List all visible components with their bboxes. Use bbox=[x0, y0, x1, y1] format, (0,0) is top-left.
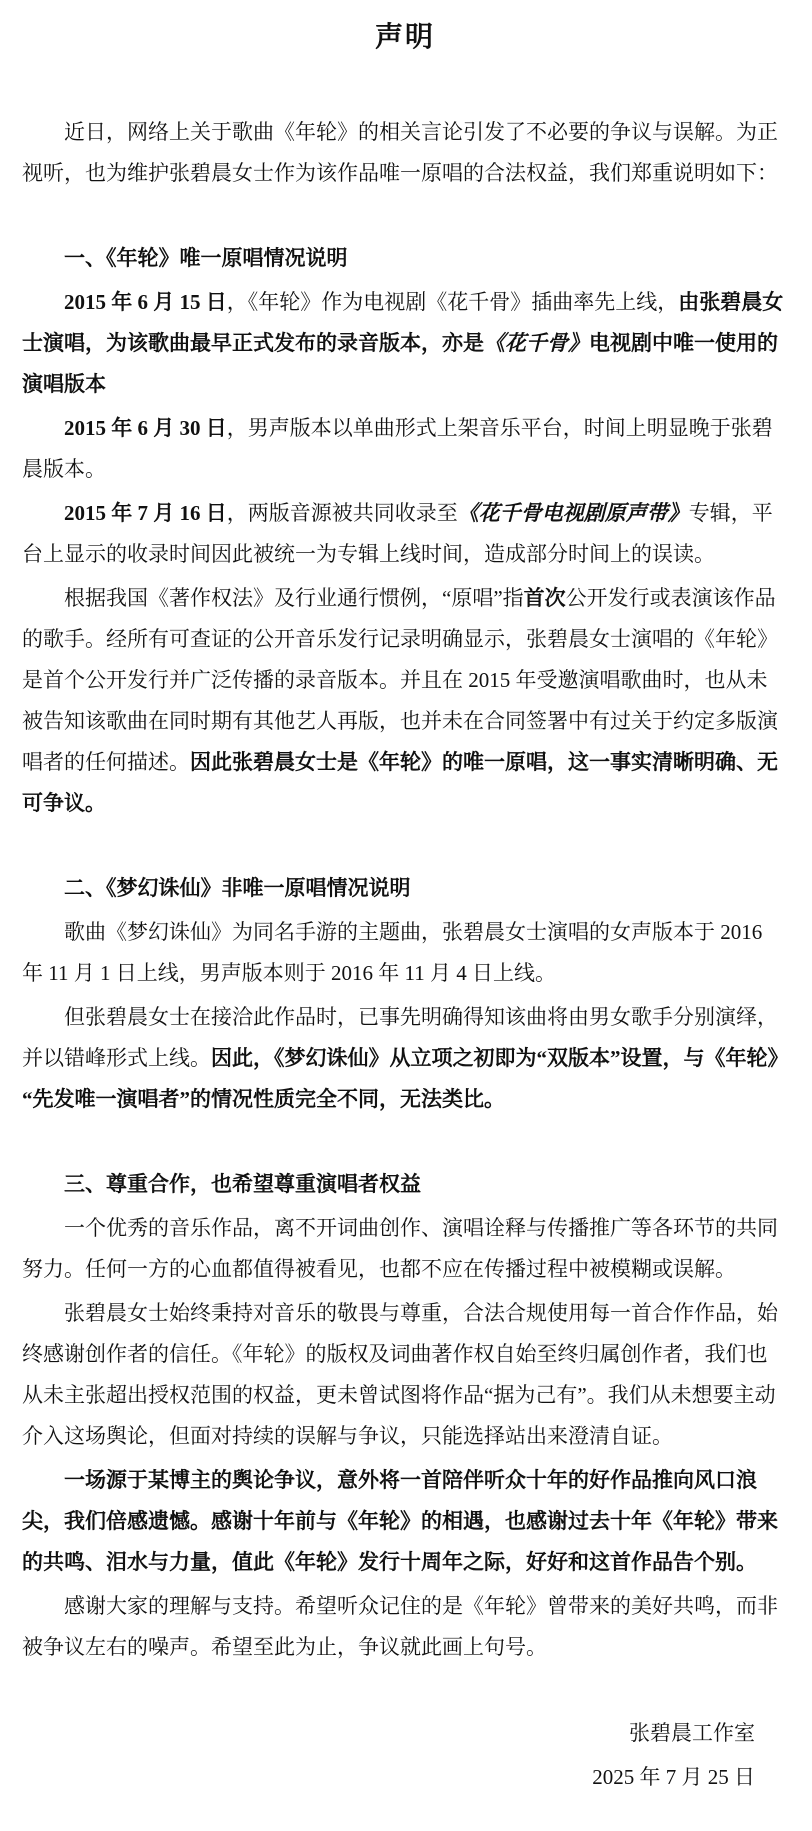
text-run: 三、尊重合作，也希望尊重演唱者权益 bbox=[64, 1172, 421, 1196]
text-run: 首次 bbox=[523, 586, 566, 610]
paragraph bbox=[22, 493, 788, 575]
paragraph bbox=[22, 1293, 788, 1457]
section-heading bbox=[22, 238, 788, 279]
text-run: 2015 年 7 月 16 日 bbox=[64, 501, 227, 525]
section-heading bbox=[22, 1164, 788, 1205]
paragraph bbox=[22, 1208, 788, 1290]
text-run: 专辑，平台上显示的收录时间因此被统一为专辑上线时间，造成部分时间上的误读。 bbox=[22, 501, 773, 566]
text-run: 2015 年 6 月 30 日 bbox=[64, 416, 227, 440]
paragraph bbox=[22, 1460, 788, 1583]
signature-name: 张碧晨工作室 bbox=[629, 1721, 755, 1745]
text-run: 一个优秀的音乐作品，离不开词曲创作、演唱诠释与传播推广等各环节的共同努力。任何一方的心血都值得被看见，也都不应在传播过程中被模糊或误解。 bbox=[22, 1216, 778, 1281]
text-run: 一、《年轮》唯一原唱情况说明 bbox=[64, 246, 348, 270]
text-run: 一场源于某博主的舆论争议，意外将一首陪伴听众十年的好作品推向风口浪尖，我们倍感遗憾。感谢十年前与《年轮》的相遇，也感谢过去十年《年轮》带来的共鸣、泪水与力量，值此《年轮》发行十周年之际，好好和这首作品告个别。 bbox=[22, 1468, 778, 1574]
text-run: 歌曲《梦幻诛仙》为同名手游的主题曲，张碧晨女士演唱的女声版本于 2016 年 11 月 1 日上线，男声版本则于 2016 年 11 月 4 日上线。 bbox=[22, 920, 763, 985]
paragraph bbox=[22, 282, 788, 405]
paragraph bbox=[22, 112, 788, 194]
text-run: 但张碧晨女士在接洽此作品时，已事先明确得知该曲将由男女歌手分别演绎，并以错峰形式上线。 bbox=[22, 1005, 778, 1070]
text-run: 根据我国《著作权法》及行业通行惯例，“原唱”指 bbox=[64, 586, 524, 610]
text-run: 《花千骨电视剧原声带》 bbox=[457, 501, 689, 525]
text-run: 电视剧中唯一使用的演唱版本 bbox=[22, 331, 778, 396]
text-run: 感谢大家的理解与支持。希望听众记住的是《年轮》曾带来的美好共鸣，而非被争议左右的噪声。希望至此为止，争议就此画上句号。 bbox=[22, 1594, 778, 1659]
text-run: ，《年轮》作为电视剧《花千骨》插曲率先上线， bbox=[226, 290, 679, 314]
section-heading bbox=[22, 868, 788, 909]
signature-block bbox=[22, 1713, 788, 1798]
document-title: 声明 bbox=[374, 22, 435, 53]
paragraph bbox=[22, 578, 788, 824]
paragraph bbox=[22, 1586, 788, 1668]
text-run: 因此，《梦幻诛仙》从立项之初即为“双版本”设置，与《年轮》“先发唯一演唱者”的情况性质完全不同，无法类比。 bbox=[22, 1046, 778, 1111]
text-run: 二、《梦幻诛仙》非唯一原唱情况说明 bbox=[64, 876, 411, 900]
text-run: 由张碧晨女士演唱，为该歌曲最早正式发布的录音版本，亦是 bbox=[22, 290, 784, 355]
text-run: 公开发行或表演该作品的歌手。经所有可查证的公开音乐发行记录明确显示，张碧晨女士演唱的《年轮》是首个公开发行并广泛传播的录音版本。并且在 2015 年受邀演唱歌曲时，也从未被告知该歌曲在同时期有其他艺人再版，也并未在合同签署中有过关于约定多版演唱者的任何描述。 bbox=[22, 586, 778, 774]
paragraph bbox=[22, 912, 788, 994]
text-run: 2015 年 6 月 15 日 bbox=[64, 290, 227, 314]
text-run: 《花千骨》 bbox=[484, 331, 589, 355]
text-run: 张碧晨女士始终秉持对音乐的敬畏与尊重，合法合规使用每一首合作作品，始终感谢创作者的信任。《年轮》的版权及词曲著作权自始至终归属创作者，我们也从未主张超出授权范围的权益，更未曾试图将作品“据为己有”。我们从未想要主动介入这场舆论，但面对持续的误解与争议，只能选择站出来澄清自证。 bbox=[22, 1301, 778, 1448]
paragraph bbox=[22, 408, 788, 490]
text-run: ，男声版本以单曲形式上架音乐平台，时间上明显晚于张碧晨版本。 bbox=[22, 416, 773, 481]
paragraph bbox=[22, 997, 788, 1120]
document-body bbox=[22, 112, 788, 1668]
text-run: ，两版音源被共同收录至 bbox=[226, 501, 458, 525]
text-run: 近日，网络上关于歌曲《年轮》的相关言论引发了不必要的争议与误解。为正视听，也为维护张碧晨女士作为该作品唯一原唱的合法权益，我们郑重说明如下： bbox=[22, 120, 778, 185]
signature-date: 2025 年 7 月 25 日 bbox=[592, 1765, 755, 1789]
text-run: 因此张碧晨女士是《年轮》的唯一原唱，这一事实清晰明确、无可争议。 bbox=[22, 750, 778, 815]
